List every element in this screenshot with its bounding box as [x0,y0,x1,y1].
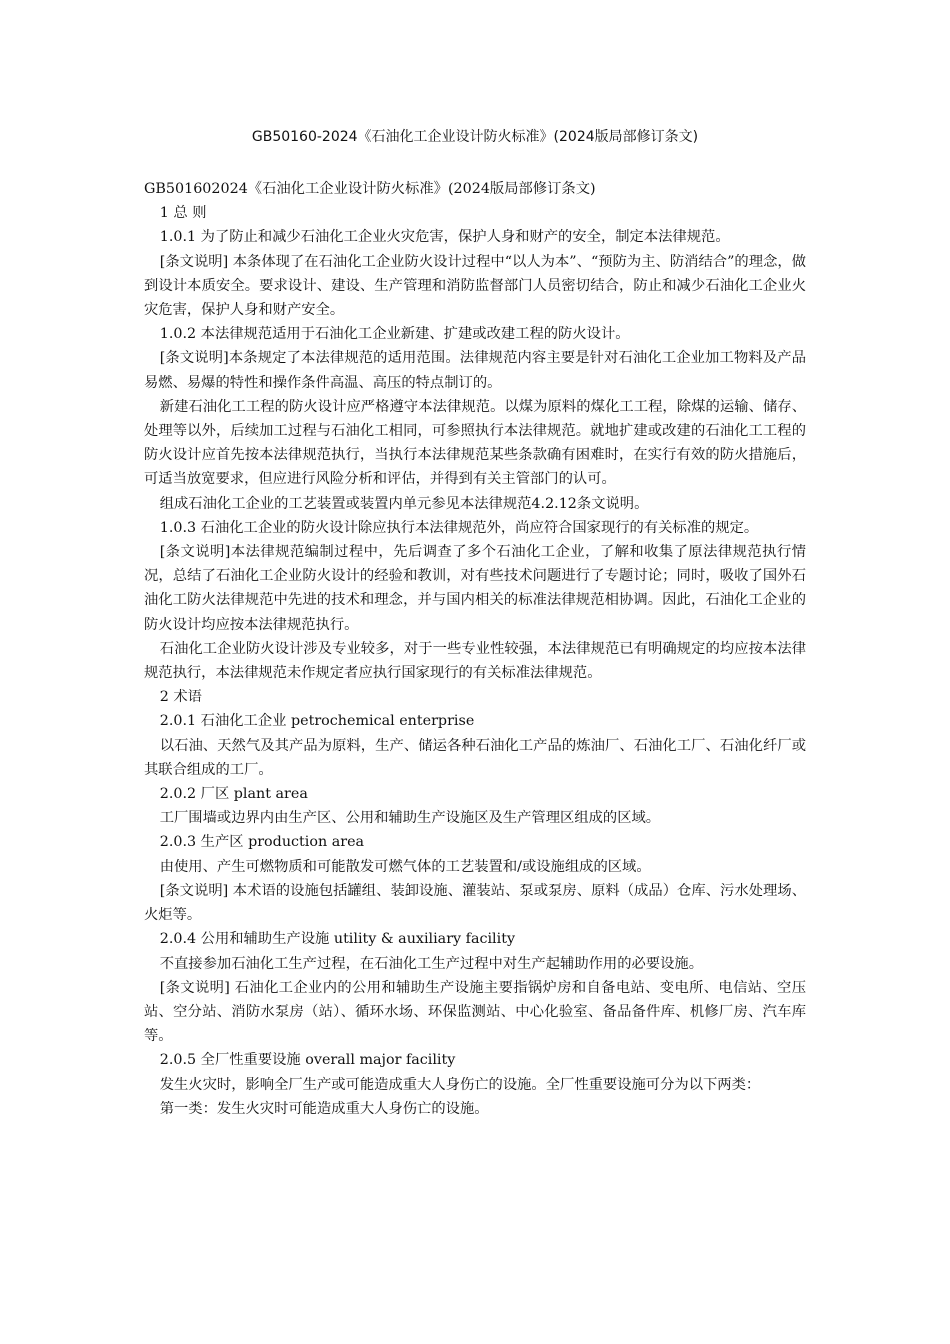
clause-note: [条文说明] 本术语的设施包括罐组、装卸设施、灌装站、泵或泵房、原料（成品）仓库、污水处理场、火炬等。 [144,882,806,924]
term-2-0-3: 2.0.3 生产区 production area [159,834,365,851]
term-2-0-4: 2.0.4 公用和辅助生产设施 utility & auxiliary facility [159,931,516,948]
term-definition: 工厂围墙或边界内由生产区、公用和辅助生产设施区及生产管理区组成的区域。 [159,810,661,827]
clause-note: [条文说明]本条规定了本法律规范的适用范围。法律规范内容主要是针对石油化工企业加工物料及产品易燃、易爆的特性和操作条件高温、高压的特点制订的。 [144,350,806,391]
clause-1-0-3: 1.0.3 石油化工企业的防火设计除应执行本法律规范外，尚应符合国家现行的有关标准的规定。 [159,519,759,536]
document-title: GB50160-2024《石油化工企业设计防火标准》(2024版局部修订条文) [251,129,699,145]
body-paragraph: 第一类：发生火灾时可能造成重大人身伤亡的设施。 [159,1100,489,1117]
clause-1-0-1: 1.0.1 为了防止和减少石油化工企业火灾危害，保护人身和财产的安全，制定本法律规范。 [159,229,730,246]
term-definition: 不直接参加石油化工生产过程，在石油化工生产过程中对生产起辅助作用的必要设施。 [159,955,703,972]
clause-note: [条文说明] 本条体现了在石油化工企业防火设计过程中“以人为本”、“预防为主、防消结合”的理念，做到设计本质安全。要求设计、建设、生产管理和消防监督部门人员密切结合，防止和减少石油化工企业火灾危害，保护人身和财产安全。 [144,253,806,319]
clause-note: [条文说明]本法律规范编制过程中，先后调查了多个石油化工企业，了解和收集了原法律规范执行情况，总结了石油化工企业防火设计的经验和教训，对有些技术问题进行了专题讨论；同时，吸收了国外石油化工防火法律规范中先进的技术和理念，并与国内相关的标准法律规范相协调。因此，石油化工企业的防火设计均应按本法律规范执行。 [144,544,806,633]
body-paragraph: 石油化工企业防火设计涉及专业较多，对于一些专业性较强，本法律规范已有明确规定的均应按本法律规范执行，本法律规范未作规定者应执行国家现行的有关标准法律规范。 [144,640,806,682]
chapter-heading-1: 1 总 则 [159,205,207,222]
body-paragraph: 新建石油化工工程的防火设计应严格遵守本法律规范。以煤为原料的煤化工工程，除煤的运输、储存、处理等以外，后续加工过程与石油化工相同，可参照执行本法律规范。就地扩建或改建的石油化工工程的防火设计应首先按本法律规范执行，当执行本法律规范某些条款确有困难时，在实行有效的防火措施后，可适当放宽要求，但应进行风险分析和评估，并得到有关主管部门的认可。 [144,398,806,488]
term-2-0-1: 2.0.1 石油化工企业 petrochemical enterprise [159,713,475,730]
document-body [144,177,806,1121]
term-definition: 由使用、产生可燃物质和可能散发可燃气体的工艺装置和/或设施组成的区域。 [159,858,651,875]
document-subtitle: GB501602024《石油化工企业设计防火标准》(2024版局部修订条文) [144,181,596,197]
term-2-0-5: 2.0.5 全厂性重要设施 overall major facility [159,1052,456,1069]
chapter-heading-2: 2 术语 [159,689,202,706]
term-definition: 发生火灾时，影响全厂生产或可能造成重大人身伤亡的设施。全厂性重要设施可分为以下两类： [159,1076,761,1093]
clause-note: [条文说明] 石油化工企业内的公用和辅助生产设施主要指锅炉房和自备电站、变电所、电信站、空压站、空分站、消防水泵房（站）、循环水场、环保监测站、中心化验室、备品备件库、机修厂房、汽车库等。 [144,979,806,1045]
clause-1-0-2: 1.0.2 本法律规范适用于石油化工企业新建、扩建或改建工程的防火设计。 [159,326,630,343]
body-paragraph: 组成石油化工企业的工艺装置或装置内单元参见本法律规范4.2.12条文说明。 [159,495,649,512]
term-definition: 以石油、天然气及其产品为原料，生产、储运各种石油化工产品的炼油厂、石油化工厂、石油化纤厂或其联合组成的工厂。 [144,737,806,778]
term-2-0-2: 2.0.2 厂区 plant area [159,786,308,803]
